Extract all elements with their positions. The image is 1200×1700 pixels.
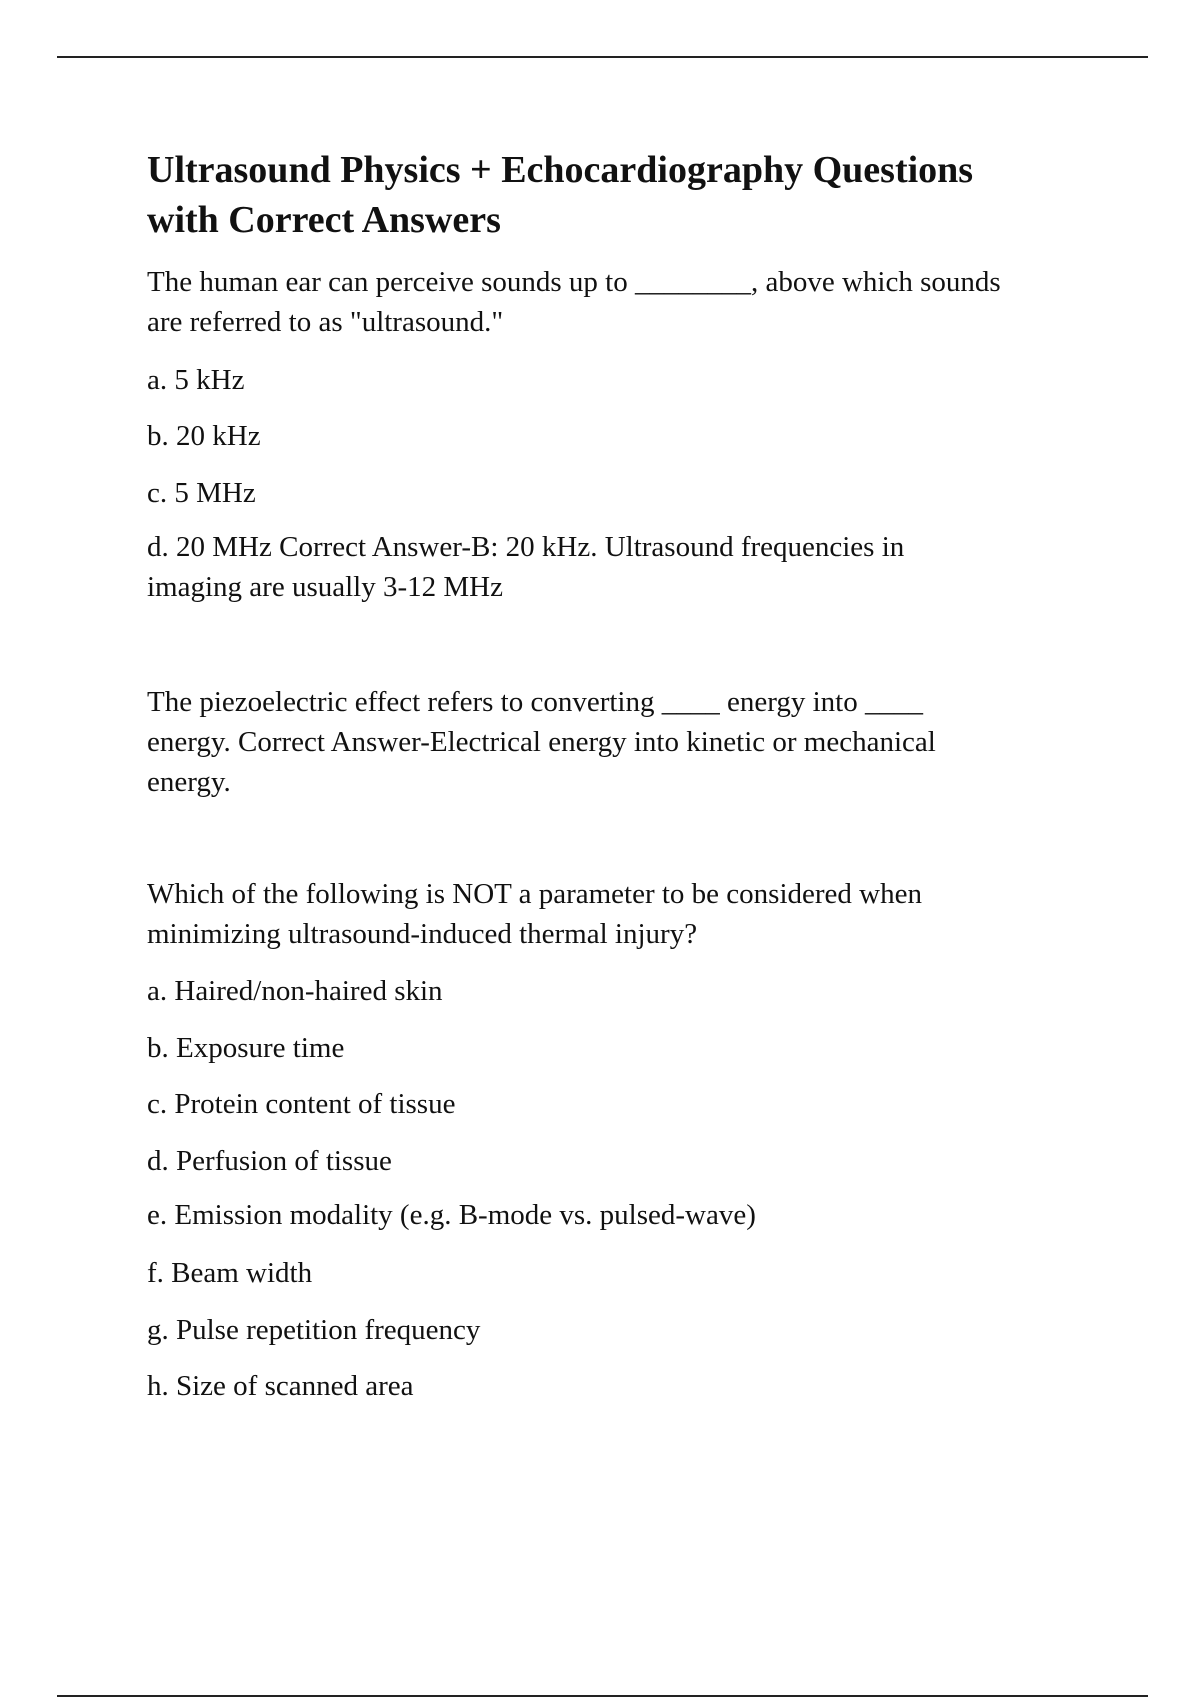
option	[147, 416, 1147, 456]
page-title	[147, 145, 1147, 245]
answer-line: imaging are usually 3-12 MHz	[147, 571, 503, 603]
option	[147, 473, 1147, 513]
option	[147, 1195, 1147, 1235]
option-text: h. Size of scanned area	[147, 1370, 414, 1402]
option-text: b. 20 kHz	[147, 420, 261, 452]
option	[147, 1253, 1147, 1293]
option	[147, 1084, 1147, 1124]
question-line: minimizing ultrasound-induced thermal injury?	[147, 918, 698, 950]
option	[147, 971, 1147, 1011]
option-text: c. 5 MHz	[147, 477, 256, 509]
option	[147, 360, 1147, 400]
question-line: energy. Correct Answer-Electrical energy into kinetic or mechanical	[147, 726, 936, 758]
option-text: f. Beam width	[147, 1257, 313, 1289]
option	[147, 1310, 1147, 1350]
option-text: c. Protein content of tissue	[147, 1088, 456, 1120]
option-text: a. 5 kHz	[147, 364, 245, 396]
option-text: e. Emission modality (e.g. B-mode vs. pulsed-wave)	[147, 1199, 756, 1231]
option	[147, 1028, 1147, 1068]
question-line: are referred to as "ultrasound."	[147, 306, 504, 338]
option-text: g. Pulse repetition frequency	[147, 1314, 481, 1346]
question-1	[147, 262, 1147, 342]
top-rule	[57, 56, 1148, 58]
title-line: Ultrasound Physics + Echocardiography Questions	[147, 149, 974, 191]
question-line: Which of the following is NOT a parameter to be considered when	[147, 878, 922, 910]
bottom-rule	[57, 1695, 1148, 1697]
option-text: d. Perfusion of tissue	[147, 1145, 392, 1177]
option-with-answer	[147, 527, 1147, 607]
option-text: a. Haired/non-haired skin	[147, 975, 443, 1007]
question-line: The human ear can perceive sounds up to ________, above which sounds	[147, 266, 1001, 298]
option	[147, 1141, 1147, 1181]
answer-line: d. 20 MHz Correct Answer-B: 20 kHz. Ultrasound frequencies in	[147, 531, 905, 563]
question-2	[147, 682, 1147, 802]
title-line: with Correct Answers	[147, 199, 501, 241]
question-line: The piezoelectric effect refers to converting ____ energy into ____	[147, 686, 923, 718]
option-text: b. Exposure time	[147, 1032, 345, 1064]
option	[147, 1366, 1147, 1406]
question-3	[147, 874, 1147, 954]
question-line: energy.	[147, 766, 231, 798]
